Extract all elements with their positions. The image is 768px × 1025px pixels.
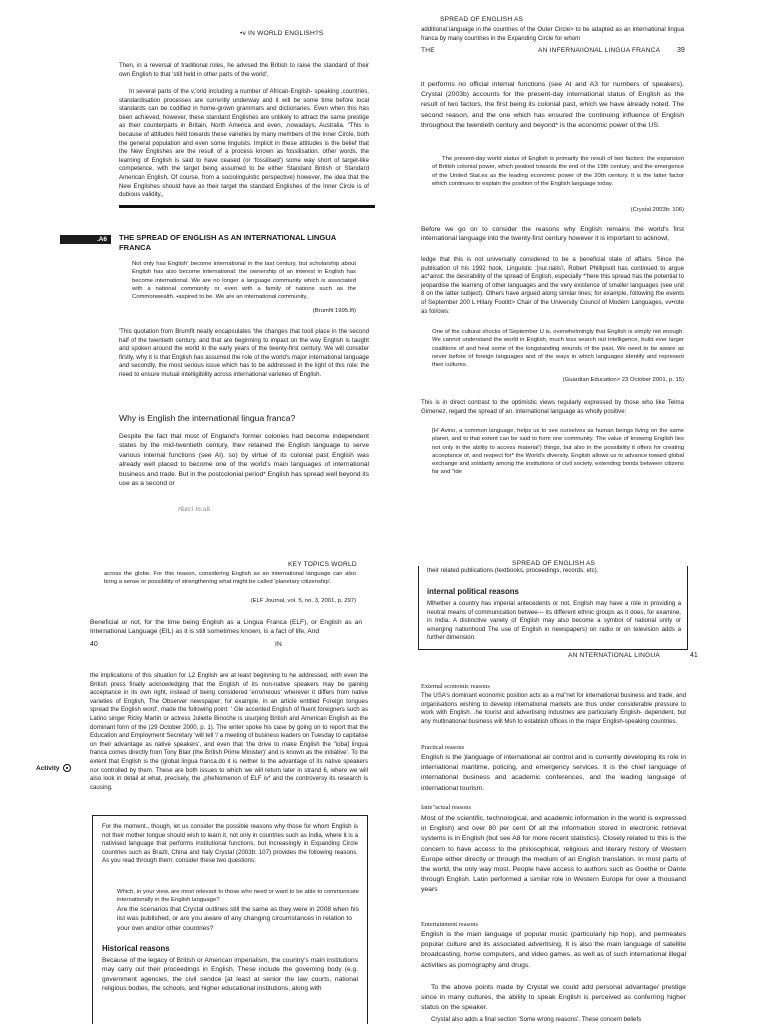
block-quote: The present-day world status of English is primarily the result of two factors: the expansion of British colonial power, which peaked towards the end of the 19th century, and the emergence of the United Stat.es as the leading economic power of the 20th century. It is the latter factor which continues to explain the position of the English language today. — [432, 156, 684, 187]
running-header: KEY TOPICS WORLD — [288, 561, 357, 568]
section-title: THE SPREAD OF ENGLISH AS AN INTERNATIONAL LINGUA FRANCA — [119, 233, 336, 252]
paragraph: Most of the scientific, technological, and academic information in the world is expressed in English) and over 80 per cent Of all the information stored in electronic retrieval systems is in English (but see A8 for more recent statistics). Closely related to this is the concern to have access to the philosophical, religious and literary history of Western Europe either directly or through the medium of an English translation. In most parts of the world, the only way most. People have access to authors such as Goethe or Dante through English. Latin performed a similar role in Western Europe for over a thousand years — [421, 815, 686, 894]
activity-label-text: Activity — [36, 764, 60, 772]
paragraph: This is in direct contrast to the optimistic views regularly expressed by those who like Telma Gimenez, regard the spread of an. international language as wholly positive: — [421, 399, 684, 415]
subheading: Why is English the international lingua franca? — [119, 413, 296, 423]
scribble-text: rkeci m.uk — [178, 506, 211, 513]
block-quote: Not only has English' become international in the last century, but scholarship about English has also become international: the ownership of an interest in English has become international. We are no longer a language community which is associated with a national community or even with a family of nations such as the Commonwealth. •aspired to be. We are an international community, — [132, 261, 356, 301]
paragraph: Then, in a reversal of traditional roles, he advised the British to raise the standard of their own English to that 'still held in other parts of the world', — [119, 62, 369, 78]
box-question: Are the scenarios that Crystal outlines still the same as they were in 2008 when his list was published, or are you aware of any changing circumstances in relation to your own and/or other countries? — [117, 906, 359, 932]
box-paragraph: For the moment., though, let us consider the possible reasons why those for whom English is not their mother tongue should wish to learn it, not only in countries such as India, where it is a nativised language that performs institutional functions, but increasingly in Expanding Circle countries such as Brazil, China and Italy Crystal (2003b: 107) provides the following reasons. As you read through them: consider these two questions: — [102, 823, 358, 865]
box-paragraph: Because of the legacy of British or American imperialism, the country's main institutions may carry out their proceedings in English, These include the governing body (e.g. government agencies, the civil sendce [at least at senior the law courts, national religious bodies, the schools, and higher educational institutions, along with — [102, 957, 358, 993]
citation: (Crystal 2003b: 106) — [630, 207, 684, 213]
paragraph: Beneficial or not, for the time being English as a Lingua Franca (ELF), or English as an International Language (EIL) as it is still sometimes known, is a fact of life, And — [90, 619, 362, 636]
section-heading: External economic reasons — [421, 683, 490, 690]
paragraph: Before we go on to consider the reasons why English remains the world's first international language into the twenty-first century however it is important to acknowl, — [421, 226, 684, 243]
citation: (Brumfit 1995.lfi) — [312, 308, 356, 314]
paragraph: To the above points made by Crystal we could add personal advantage/ prestige since in many cultures, the ability to speak English is perceived as conferring higher status on the speaker. — [421, 984, 686, 1012]
block-quote: One of the cultural shocks of September U is, overwhelmingly that English is simply not enough. We cannot understand the world in English, much less search out intelligence, build ever larger coalitions of and heal some of the longstanding wounds of the past, We need to be aware as never before of foreign languages and of the ways in which languages identify and represent their cultures. — [432, 329, 684, 369]
paragraph: additional language in the countries of the Outer Circle> to be adapted as an international lingua franca by many countries in the Expanding Circle for whom — [421, 26, 684, 42]
paragraph: the implications of this situation for L2 English are at least beginning to he addressed, with even the British press finally acknowledging that the English of its non-native speakers may be gaining acceptance in its own right, instead of being considered 'erro/neous' wherever it differs from native varieties of English, The Observer newspaper; for example, in an article entitled Foreign tongues spread the English word', made the following point: ' Gle accented English of fluent foreigners such as Latino singer Ricky Martin or actress Juliette Binoche is usurping British and American English as the dominant form of the (29 October 2000, p. 1). The writer spoke his case by going on to report that the Education and Employment Secretary 'will tell '/ a meeting of business leaders on Tuesday to capitalise on their advantage as native speakers', and even that 'the drive to make English the "ioba] lingua franca comes directly from Tony Blair (the British Prime Minister)' and is known as the initiative'. To the extent that English is the (global lingua franca.do it is neither to the advantage of its native speakers nor controlled by them. These are both issues to which we will return later in strand 6, where we will also look in detail at what, precisely, the ,pheNomenon of ELF is* and the controversy its research is causing. — [90, 672, 368, 791]
box-heading: Historical reasons — [102, 944, 170, 953]
paragraph: English is the main language of popular music (particularly hip hop), and permeates popular culture and its associated advertising, It is also the main language of satellite broadcasting, home computers, and video games, as well as of such international illegal activities as pornography and drugs. — [421, 931, 686, 969]
box-paragraph: their related publications (textbooks, proceedings, records, etc). — [427, 567, 599, 574]
box-heading: internal political reasons — [427, 587, 519, 596]
paragraph: English is the )language of international air control and is currently developing its role in international maritime, policing, and emergency services. It is the chief language of international business and academic conferences, and the leading language of international tourism. — [421, 754, 686, 792]
running-header-fragment: IN — [275, 641, 282, 648]
gear-icon — [63, 764, 71, 772]
paragraph: ledge that this is not universally considered to be a beneficial state of affairs. Since the publication of his 1992 hook, Linguistic :[nur.rialis'i, Robert Phillipsoll has continued to argue ac*ainst: the desirability of the spread of English, especially *'here this spread has the potential to jeopardise the learning of other languages and the very existence of smaller languages (see unit 8 on the latter subject). Others have argued along similar lines; for example, following the events of September 200 L Hilary Footitt> Chair of the University Council of Modern Languages, vv•rote as fol/ows: — [421, 256, 684, 315]
running-header: SPREAD OF ENGLISH AS — [440, 16, 524, 23]
page-number: 41 — [690, 652, 698, 659]
activity-box — [92, 815, 368, 1024]
box-paragraph: Mlhether a country has imperial antecedents or not, English may have a role in providing a neutral means of communication betwee--- its different ethnic groups as it does, for examine, in India. A distinctive variety of English may also become a symbol of national unity or emerging nationhood The use of English in newspapers) on radio or on television adds a further dimension. — [427, 600, 681, 642]
block-quote: [H' Avino, a common language, helps us to see ourselves as human beings living on the same planet, and to that extent can be said to form one community. The value of knowing English lies not only in the ability to access material') things, but also in the possibility it offers for creating acceptance of, and respect for* the World's diversity. English allows us to advance toward global exchange and solidarity among the institutions of civil society, extending bonds between citizens far and "ide — [432, 428, 684, 476]
running-header: AN INFERNAIIONAL LINGUA FRANCA — [538, 47, 661, 54]
section-heading: Iatte"actual reasons — [421, 804, 471, 811]
running-header: •v IN WORLD ENGLISH?S — [240, 30, 324, 37]
activity-label — [36, 764, 71, 772]
paragraph: it performs no official internal functions (see AI and A3 for numbers of speakers). Crystal (2003b) accounts for the present-day international status of English as the result of two factors, the first being its colonial past, which we have already noted. The second reason, and the one which has ensured the continuing influence of English throughout the twentieth century and beyond* is the economic power of the US: — [421, 81, 684, 129]
page-number: 39 — [677, 47, 685, 54]
section-heading: Practical reasons — [421, 744, 465, 751]
running-header-fragment: THE — [421, 47, 435, 54]
section-rule — [119, 205, 375, 208]
paragraph: The USA's dominant economic position acts as a ma"net for international business and trade, and organisations wishing to develop international markets are thus under considerable pressure to work with English. .he tourist and advertising industries are particularly English- dependent, but any multinational business will Msh to establish offices in the major English-speaking countries. — [421, 692, 686, 725]
activity-box-continued — [418, 566, 688, 650]
box-question: Which, in your view, are most relevant to those who need or want to be able to communicate internationally in the English language? — [117, 889, 359, 904]
running-header: AN NTERNATIONAL LINGUA — [568, 652, 660, 659]
paragraph: 'This quotation from Brumfit neatly encapsulates 'the changes that tooli place in the second half of the twentieth century, and that are beginning to impact on the way English is taught and spoken around the world in the early years of the twenty-first century. We will consider firstly, why it is that English has assumed the role of the world's major international language and secondly, the most serious issue which has to be addressed in the light of this role: the need to ensure mutual intelligibility across international varieties of English. — [119, 328, 369, 378]
block-quote: across the globe. For this reason, considering English as an international language can also bring a sense or possibility of strengthening what might be called 'planetary citizenship'. — [104, 571, 356, 586]
paragraph: Despite the fact that most of England's former colonies had become independent states by the mid-twentieth century, Ihev retained the English language to serve various internal functions (see AI). so) by virtue of its colonial past English was already well placed to become one of the world's main languages of international business and trade. But in the postcolonial period* English has spread well beyond its use as a second or — [119, 433, 369, 488]
paragraph: In several parts of the v,'orid including a number of African-English- speaking ,countries, standardisation processes are currently underway and it will be some time before local standards can be codified in home-grown grammars and dictionaries. Even when this has been achieved, however, these standard Englishes are unlikely to attract the same prestige as their counterparts in Britain, North America and even, ,nowadays, Australia. "This is because of attitudes held towards these varieties by many members of the Inner Circle, both the general population and even some linguists. Implicit in these attitudes is the belief that the New Englishes are the result of a process known as fossilisation. other words, the learning of English is said to have ceased (or 'fossilised') some way short of target-like competence, with the target being assumed to be either Standard British or Standard American English, Of course, from a sociolinguistic perspective) however, the idea that the New Englishes should have as their target the standard Englishes of the Inner Circle is of dubious validity,, — [119, 88, 369, 199]
page-number: 40 — [90, 641, 98, 648]
running-header: SPREAD OF ENGLISH AS — [512, 560, 596, 567]
section-heading: Entertainment reasons — [421, 921, 478, 928]
citation: (ELF Journal, vol. 5, no. 3, 2001, p. 297) — [250, 598, 356, 604]
section-tag: .A6 — [60, 235, 111, 244]
citation: (Guardian Education> 23 October 2001, p. 15) — [562, 377, 684, 383]
paragraph: Crystal also adds a final section 'Some wrong reasons'. These concern beliefs — [431, 1016, 642, 1023]
